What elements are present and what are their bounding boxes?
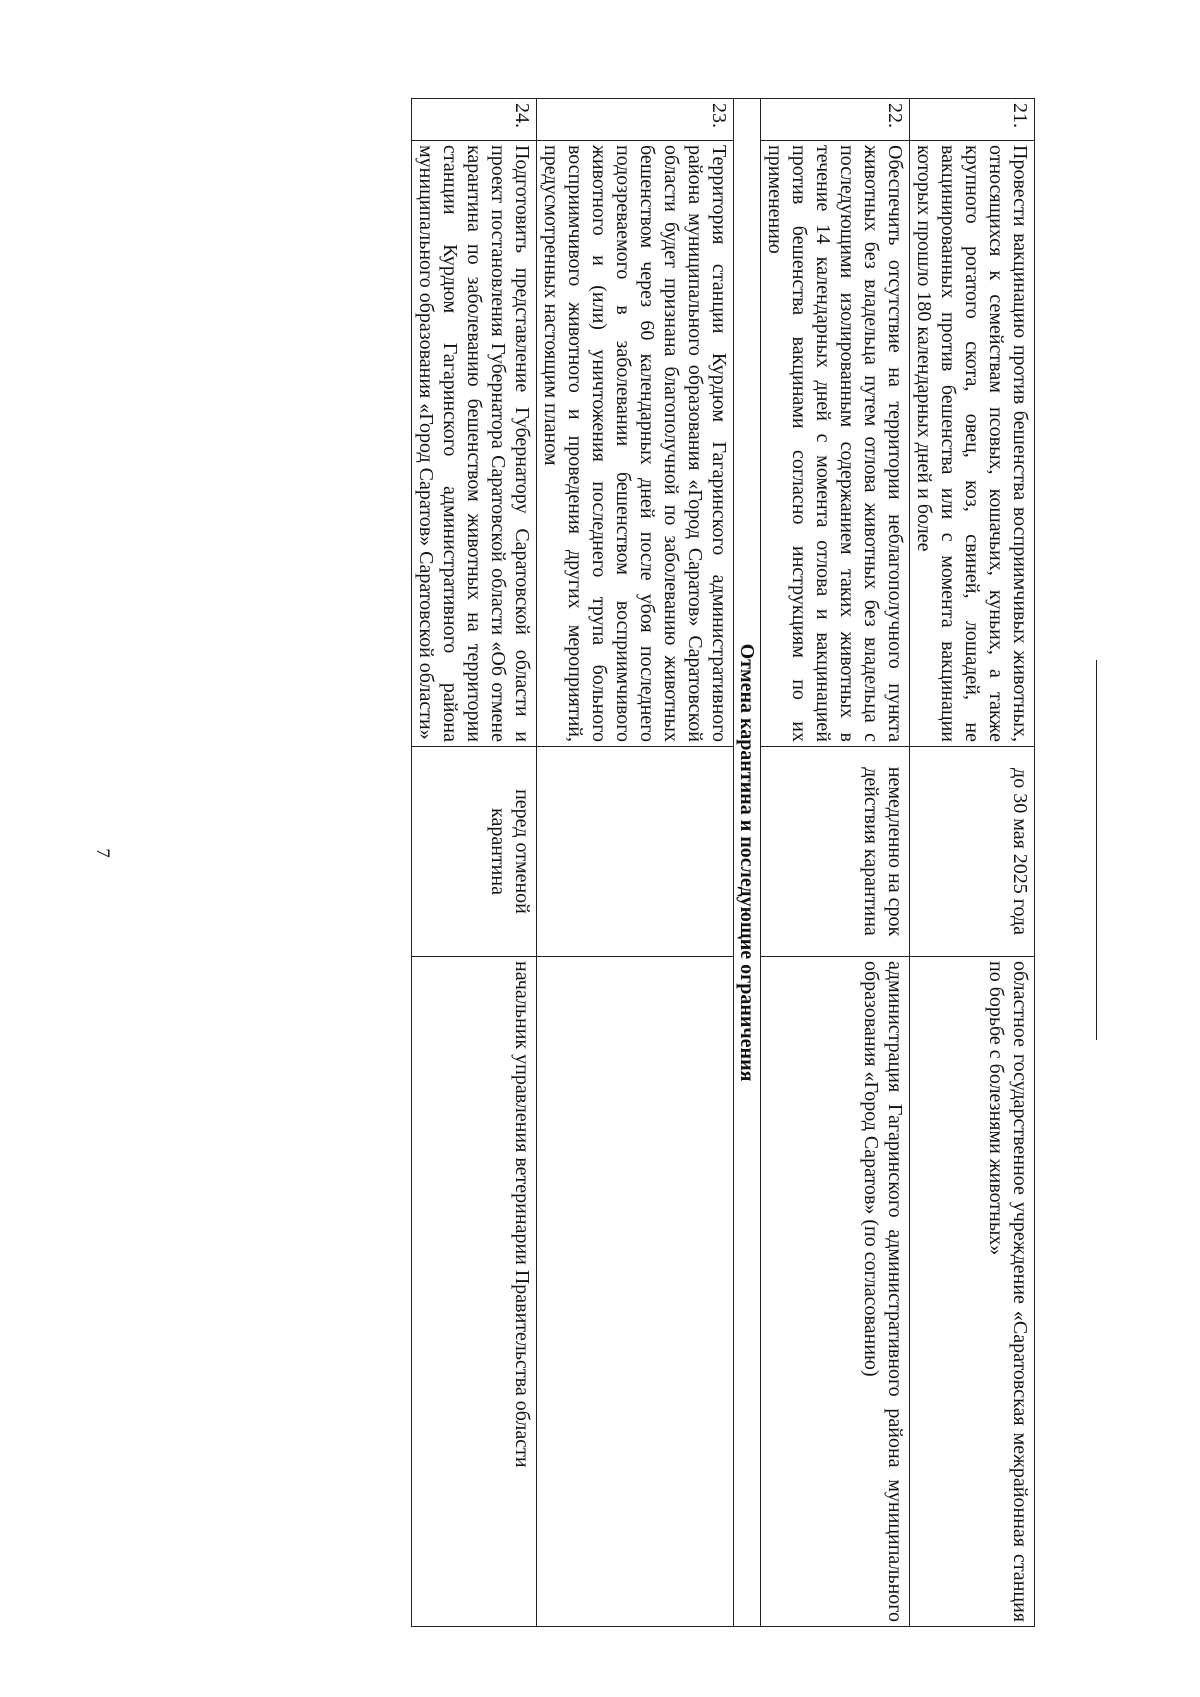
row-number: 22. — [761, 99, 910, 141]
rotated-table-area — [175, 98, 1035, 1626]
table-row — [761, 99, 910, 1627]
table-row — [412, 99, 537, 1627]
section-title: Отмена карантина и последующие ограничения — [734, 99, 761, 1627]
measures-table — [411, 98, 1035, 1627]
deadline-cell: перед отменой карантина — [412, 747, 537, 957]
closing-rule — [1096, 660, 1097, 1040]
measure-cell: Территория станции Курдюм Гагаринского административного района муниципального образования «Город Саратов» Саратовской области будет признана благополучной по заболеванию животных бешенством через 60 календарных дней после убоя последнего подозреваемого в заболевании бешенством восприимчивого животного и (или) уничтожения последнего трупа больного восприимчивого животного и проведения других мероприятий, предусмотренных настоящим планом — [537, 141, 734, 747]
measure-cell: Обеспечить отсутствие на территории неблагополучного пункта животных без владельца путем отлова животных без владельца с последующими изолированным содержанием таких животных в течение 14 календарных дней с момента отлова и вакцинацией против бешенства вакцинами согласно инструкциям по их применению — [761, 141, 910, 747]
responsible-cell: администрация Гагаринского административного района муниципального образования «Город Саратов» (по согласованию) — [761, 957, 910, 1627]
deadline-cell — [537, 747, 734, 957]
measure-cell: Провести вакцинацию против бешенства восприимчивых животных, относящихся к семействам псовых, кошачьих, куньих, а также крупного рогатого скота, овец, коз, свиней, лошадей, не вакцинированных против бешенства или с момента вакцинации которых прошло 180 календарных дней и более — [910, 141, 1035, 747]
responsible-cell — [537, 957, 734, 1627]
row-number: 21. — [910, 99, 1035, 141]
page-number: 7 — [92, 848, 113, 858]
table-row — [910, 99, 1035, 1627]
section-header-row — [734, 99, 761, 1627]
row-number: 23. — [537, 99, 734, 141]
rotated-page-content — [175, 98, 1035, 1626]
measure-cell: Подготовить представление Губернатору Саратовской области и проект постановления Губернатора Саратовской области «Об отмене карантина по заболеванию бешенством животных на территории станции Курдюм Гагаринского административного района муниципального образования «Город Саратов» Саратовской области» — [412, 141, 537, 747]
table-row — [537, 99, 734, 1627]
row-number: 24. — [412, 99, 537, 141]
deadline-cell: до 30 мая 2025 года — [910, 747, 1035, 957]
responsible-cell: областное государственное учреждение «Саратовская межрайонная станция по борьбе с болезнями животных» — [910, 957, 1035, 1627]
responsible-cell: начальник управления ветеринарии Правительства области — [412, 957, 537, 1627]
deadline-cell: немедленно на срок действия карантина — [761, 747, 910, 957]
